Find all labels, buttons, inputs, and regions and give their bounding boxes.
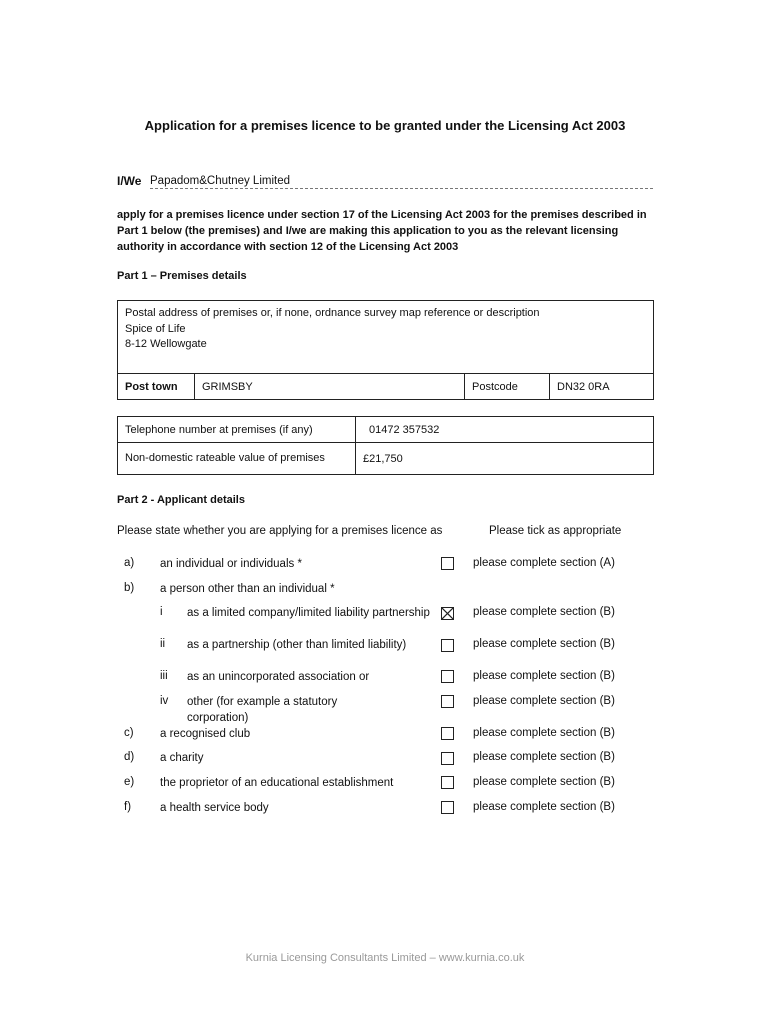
tick-instruction: Please tick as appropriate bbox=[489, 525, 622, 537]
option-text: an individual or individuals * bbox=[160, 558, 302, 570]
telephone-field[interactable]: 01472 357532 bbox=[356, 417, 654, 443]
telephone-label: Telephone number at premises (if any) bbox=[118, 417, 356, 443]
applicant-name-field[interactable]: Papadom&Chutney Limited bbox=[150, 175, 653, 189]
option-note: please complete section (B) bbox=[473, 776, 615, 788]
option-note: please complete section (B) bbox=[473, 606, 615, 618]
premises-contact-table bbox=[117, 416, 654, 475]
option-text: as a partnership (other than limited liability) bbox=[187, 639, 407, 651]
option-text: other (for example a statutory corporation) bbox=[187, 696, 338, 724]
option-text: a health service body bbox=[160, 802, 269, 814]
part1-heading: Part 1 – Premises details bbox=[117, 270, 247, 282]
document-title: Application for a premises licence to be granted under the Licensing Act 2003 bbox=[144, 118, 626, 133]
address-line-1: Spice of Life bbox=[125, 322, 186, 335]
option-checkbox-charity[interactable] bbox=[441, 752, 454, 765]
option-note: please complete section (B) bbox=[473, 801, 615, 813]
option-text: as a limited company/limited liability partnership bbox=[187, 607, 430, 619]
address-cell[interactable] bbox=[118, 301, 654, 374]
option-text: a charity bbox=[160, 752, 204, 764]
option-marker: d) bbox=[124, 751, 135, 763]
option-marker: b) bbox=[124, 582, 135, 594]
applicant-type-instruction: Please state whether you are applying for a premises licence as bbox=[117, 525, 443, 537]
option-checkbox-individual[interactable] bbox=[441, 557, 454, 570]
option-checkbox-educational-establishment[interactable] bbox=[441, 776, 454, 789]
option-marker: a) bbox=[124, 557, 135, 569]
option-note: please complete section (B) bbox=[473, 695, 615, 707]
option-marker: c) bbox=[124, 727, 134, 739]
option-text: the proprietor of an educational establishment bbox=[160, 777, 394, 789]
option-checkbox-limited-company[interactable] bbox=[441, 607, 454, 620]
rateable-value-label: Non-domestic rateable value of premises bbox=[118, 443, 356, 475]
option-text: a person other than an individual * bbox=[160, 583, 335, 595]
option-note: please complete section (B) bbox=[473, 751, 615, 763]
option-marker: ii bbox=[160, 638, 166, 650]
option-text: a recognised club bbox=[160, 728, 251, 740]
post-town-label: Post town bbox=[118, 374, 195, 400]
option-marker: f) bbox=[124, 801, 132, 813]
applicant-label: I/We bbox=[117, 174, 142, 188]
page-footer: Kurnia Licensing Consultants Limited – www.kurnia.co.uk bbox=[245, 952, 525, 964]
post-town-field[interactable]: GRIMSBY bbox=[195, 374, 465, 400]
option-text: as an unincorporated association or bbox=[187, 671, 370, 683]
checked-x-icon bbox=[442, 608, 453, 619]
part2-heading: Part 2 - Applicant details bbox=[117, 494, 245, 506]
option-checkbox-partnership[interactable] bbox=[441, 639, 454, 652]
rateable-value-field[interactable]: £21,750 bbox=[356, 443, 654, 475]
option-marker: i bbox=[160, 606, 163, 618]
option-checkbox-other[interactable] bbox=[441, 695, 454, 708]
option-checkbox-recognised-club[interactable] bbox=[441, 727, 454, 740]
option-marker: iv bbox=[160, 695, 169, 707]
option-checkbox-health-service-body[interactable] bbox=[441, 801, 454, 814]
premises-address-table bbox=[117, 300, 654, 400]
option-note: please complete section (B) bbox=[473, 638, 615, 650]
option-marker: e) bbox=[124, 776, 135, 788]
option-note: please complete section (B) bbox=[473, 727, 615, 739]
apply-statement: apply for a premises licence under section 17 of the Licensing Act 2003 for the premises described in Part 1 below (the premises) and I/we are making this application to you as the relevant licensing authority in accordance with section 12 of the Licensing Act 2003 bbox=[117, 209, 647, 253]
option-note: please complete section (B) bbox=[473, 670, 615, 682]
postcode-label: Postcode bbox=[465, 374, 550, 400]
address-label: Postal address of premises or, if none, ordnance survey map reference or description bbox=[125, 307, 540, 319]
postcode-field[interactable]: DN32 0RA bbox=[550, 374, 654, 400]
option-checkbox-unincorporated-association[interactable] bbox=[441, 670, 454, 683]
address-line-2: 8-12 Wellowgate bbox=[125, 338, 207, 350]
option-note: please complete section (A) bbox=[473, 557, 615, 569]
option-marker: iii bbox=[160, 670, 168, 682]
